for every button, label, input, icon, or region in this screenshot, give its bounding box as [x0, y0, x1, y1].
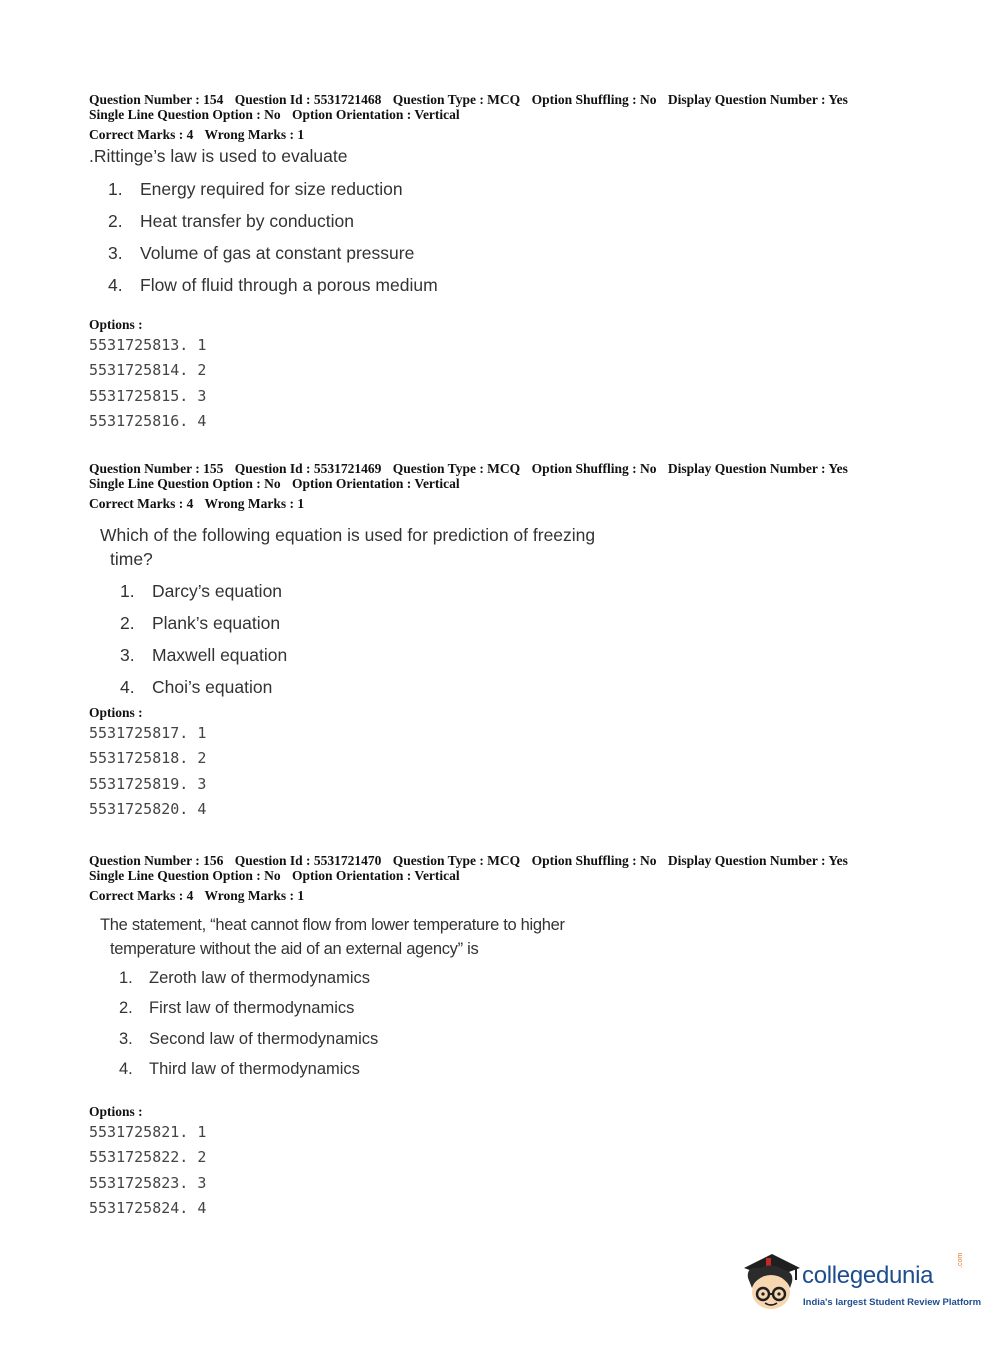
correct-marks: Correct Marks : 4: [89, 127, 194, 142]
option-item: 5531725818. 2: [89, 749, 207, 768]
choice-text: First law of thermodynamics: [149, 999, 355, 1018]
wrong-marks: Wrong Marks : 1: [204, 127, 305, 142]
option-item: 5531725817. 1: [89, 724, 207, 742]
question-meta-line: [89, 107, 909, 122]
answer-choice: [120, 607, 909, 639]
question-id: Question Id : 5531721470: [234, 853, 382, 868]
options-list: [89, 721, 909, 822]
marks-line: [89, 127, 909, 142]
choice-number: 1.: [120, 580, 135, 601]
answer-choice: [119, 994, 909, 1025]
choice-text: Energy required for size reduction: [140, 178, 403, 199]
display-question-number: Display Question Number : Yes: [667, 461, 848, 476]
choice-text: Heat transfer by conduction: [140, 210, 355, 231]
answer-choice: [120, 575, 909, 607]
wrong-marks: Wrong Marks : 1: [204, 496, 305, 511]
choice-text: Darcy’s equation: [152, 580, 283, 601]
question-number: Question Number : 156: [89, 853, 224, 868]
options-list: [89, 1120, 909, 1221]
marks-line: [89, 496, 909, 511]
choice-text: Volume of gas at constant pressure: [140, 242, 415, 263]
options-label: Options :: [89, 317, 143, 332]
question-text-line: Which of the following equation is used for prediction of freezing: [100, 525, 596, 545]
question-text-line: time?: [110, 549, 153, 569]
choice-number: 1.: [119, 968, 133, 987]
option-shuffling: Option Shuffling : No: [531, 853, 657, 868]
choice-number: 3.: [119, 1029, 133, 1048]
logo-wordmark: collegedunia: [802, 1262, 934, 1289]
question-type: Question Type : MCQ: [392, 92, 521, 107]
choice-text: Plank’s equation: [152, 612, 281, 633]
option-orientation: Option Orientation : Vertical: [292, 868, 460, 883]
choice-text: Flow of fluid through a porous medium: [140, 274, 438, 295]
answer-choice: [108, 173, 909, 205]
display-question-number: Display Question Number : Yes: [667, 853, 848, 868]
single-line-option: Single Line Question Option : No: [89, 868, 281, 883]
question-id: Question Id : 5531721469: [234, 461, 382, 476]
question-number: Question Number : 154: [89, 92, 224, 107]
question-text-line: .Rittinge’s law is used to evaluate: [89, 146, 348, 166]
question-meta-line: [89, 461, 909, 476]
choice-number: 2.: [119, 999, 133, 1018]
answer-choice: [119, 1055, 909, 1086]
single-line-option: Single Line Question Option : No: [89, 107, 281, 122]
question-number: Question Number : 155: [89, 461, 224, 476]
options-label: Options :: [89, 705, 143, 720]
option-item: 5531725822. 2: [89, 1148, 207, 1167]
question-type: Question Type : MCQ: [392, 461, 521, 476]
logo-tagline: India's largest Student Review Platform: [803, 1297, 982, 1308]
wrong-marks: Wrong Marks : 1: [204, 888, 305, 903]
choice-text: Maxwell equation: [152, 644, 288, 665]
question-meta-line: [89, 868, 909, 883]
choice-text: Second law of thermodynamics: [149, 1029, 379, 1048]
choice-number: 4.: [120, 676, 135, 697]
answer-choice: [119, 1024, 909, 1055]
choice-number: 3.: [108, 242, 123, 263]
question-meta-line: [89, 853, 909, 868]
choice-text: Zeroth law of thermodynamics: [149, 968, 371, 987]
option-item: 5531725821. 1: [89, 1123, 207, 1141]
option-item: 5531725820. 4: [89, 799, 207, 818]
single-line-option: Single Line Question Option : No: [89, 476, 281, 491]
option-item: 5531725816. 4: [89, 411, 207, 430]
display-question-number: Display Question Number : Yes: [667, 92, 848, 107]
answer-choices: [108, 173, 909, 301]
question-block: [89, 461, 909, 822]
marks-line: [89, 888, 909, 903]
question-text: [100, 913, 909, 961]
answer-choice: [119, 963, 909, 994]
choice-text: Choi’s equation: [152, 676, 273, 697]
correct-marks: Correct Marks : 4: [89, 888, 194, 903]
option-item: 5531725823. 3: [89, 1173, 207, 1192]
answer-choice: [120, 671, 909, 703]
question-text: [89, 144, 909, 168]
choice-number: 4.: [108, 274, 123, 295]
question-block: [89, 853, 909, 1221]
choice-number: 2.: [120, 612, 135, 633]
question-id: Question Id : 5531721468: [234, 92, 382, 107]
choice-text: Third law of thermodynamics: [149, 1060, 360, 1079]
option-item: 5531725814. 2: [89, 361, 207, 380]
option-orientation: Option Orientation : Vertical: [292, 476, 460, 491]
answer-choice: [120, 639, 909, 671]
correct-marks: Correct Marks : 4: [89, 496, 194, 511]
answer-choice: [108, 237, 909, 269]
answer-choices: [119, 963, 909, 1085]
question-block: [89, 92, 909, 434]
answer-choices: [120, 575, 909, 703]
question-text-line: The statement, “heat cannot flow from lower temperature to higher: [100, 916, 565, 934]
question-meta-line: [89, 92, 909, 107]
option-item: 5531725819. 3: [89, 774, 207, 793]
option-shuffling: Option Shuffling : No: [531, 461, 657, 476]
student-mascot-icon: [740, 1248, 802, 1318]
option-item: 5531725815. 3: [89, 386, 207, 405]
option-shuffling: Option Shuffling : No: [531, 92, 657, 107]
logo-domain-suffix: .com: [957, 1252, 964, 1268]
choice-number: 2.: [108, 210, 123, 231]
question-text: [100, 523, 909, 571]
options-list: [89, 333, 909, 434]
option-item: 5531725824. 4: [89, 1198, 207, 1217]
option-item: 5531725813. 1: [89, 336, 207, 354]
choice-number: 3.: [120, 644, 135, 665]
option-orientation: Option Orientation : Vertical: [292, 107, 460, 122]
collegedunia-logo[interactable]: [740, 1248, 982, 1318]
choice-number: 4.: [119, 1060, 133, 1079]
answer-choice: [108, 269, 909, 301]
question-text-line: temperature without the aid of an external agency” is: [110, 940, 479, 958]
question-meta-line: [89, 476, 909, 491]
question-type: Question Type : MCQ: [392, 853, 521, 868]
choice-number: 1.: [108, 178, 123, 199]
options-label: Options :: [89, 1104, 143, 1119]
answer-choice: [108, 205, 909, 237]
